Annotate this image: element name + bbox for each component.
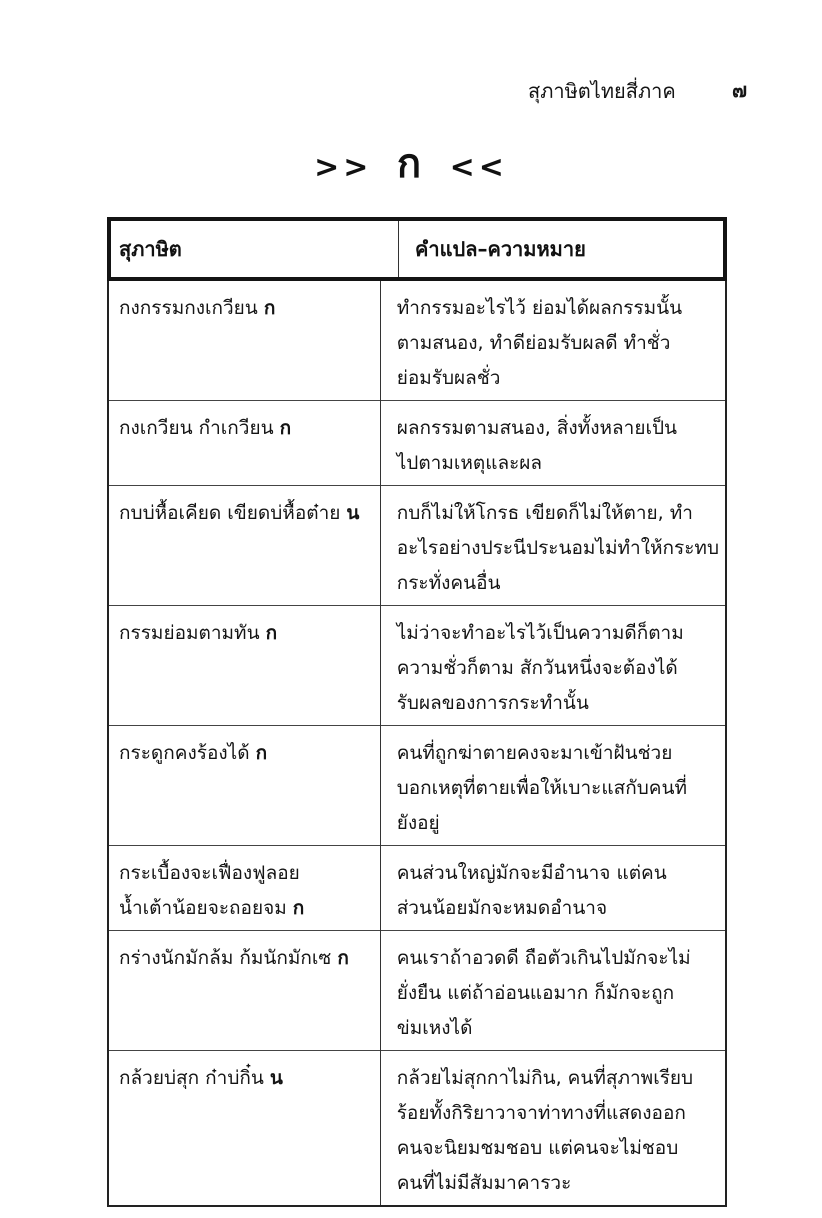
meaning-line: ส่วนน้อยมักจะหมดอำนาจ — [396, 897, 608, 919]
proverb-line — [119, 891, 372, 926]
running-header — [528, 76, 758, 106]
proverb-cell — [108, 931, 380, 1051]
proverb-text: กงกรรมกงเกวียน — [119, 297, 258, 319]
proverb-line — [119, 411, 372, 446]
table-row — [108, 606, 726, 726]
meaning-cell — [380, 486, 726, 606]
proverb-cell — [108, 726, 380, 846]
region-mark: น — [269, 1067, 283, 1089]
meaning-line: ตามสนอง, ทำดีย่อมรับผลดี ทำชั่ว — [396, 332, 671, 354]
meaning-line: ย่อมรับผลชั่ว — [396, 367, 501, 389]
table-row — [108, 726, 726, 846]
heading-letter: ก — [396, 141, 426, 187]
meaning-cell — [380, 846, 726, 931]
table-row — [108, 846, 726, 931]
meaning-line: ไปตามเหตุและผล — [396, 452, 543, 474]
header-proverb: สุภาษิต — [111, 221, 399, 277]
proverb-text: กรรมย่อมตามทัน — [119, 622, 260, 644]
meaning-cell — [380, 931, 726, 1051]
meaning-line: บอกเหตุที่ตายเพื่อให้เบาะแสกับคนที่ — [396, 777, 687, 799]
meaning-cell — [380, 281, 726, 401]
proverb-line — [119, 291, 372, 326]
meaning-line: คนที่ถูกฆ่าตายคงจะมาเข้าฝันช่วย — [396, 742, 673, 764]
meaning-line: ผลกรรมตามสนอง, สิ่งทั้งหลายเป็น — [396, 417, 677, 439]
region-mark: ก — [265, 622, 278, 644]
header-meaning: คำแปล–ความหมาย — [415, 237, 586, 261]
table-row — [108, 401, 726, 486]
meaning-cell — [380, 726, 726, 846]
table-row — [108, 931, 726, 1051]
proverb-text: น้ำเต้าน้อยจะถอยจม — [119, 897, 287, 919]
proverb-table-body — [108, 281, 726, 1206]
proverb-cell — [108, 606, 380, 726]
region-mark: ก — [292, 897, 305, 919]
proverb-line — [119, 856, 372, 891]
meaning-line: คนที่ไม่มีสัมมาคารวะ — [396, 1172, 572, 1194]
meaning-line: กบก็ไม่ให้โกรธ เขียดก็ไม่ให้ตาย, ทำ — [396, 502, 693, 524]
proverb-text: กระดูกคงร้องได้ — [119, 742, 250, 764]
meaning-cell — [380, 606, 726, 726]
proverb-text: กระเบื้องจะเฟื่องฟูลอย — [119, 862, 300, 884]
region-mark: ก — [263, 297, 276, 319]
table-header — [107, 217, 727, 281]
table-row — [108, 486, 726, 606]
heading-prefix: >> — [314, 150, 373, 185]
meaning-cell — [380, 401, 726, 486]
meaning-line: ร้อยทั้งกิริยาวาจาท่าทางที่แสดงออก — [396, 1102, 686, 1124]
proverb-table — [107, 281, 727, 1207]
proverb-line — [119, 736, 372, 771]
section-heading — [0, 142, 822, 190]
book-title: สุภาษิตไทยสี่ภาค — [528, 79, 676, 103]
meaning-line: คนเราถ้าอวดดี ถือตัวเกินไปมักจะไม่ — [396, 947, 691, 969]
meaning-line: กระทั่งคนอื่น — [396, 572, 501, 594]
meaning-line: คนจะนิยมชมชอบ แต่คนจะไม่ชอบ — [396, 1137, 679, 1159]
meaning-line: ยังอยู่ — [396, 812, 440, 834]
proverb-cell — [108, 281, 380, 401]
meaning-cell — [380, 1051, 726, 1207]
region-mark: ก — [337, 947, 349, 969]
region-mark: ก — [255, 742, 268, 764]
region-mark: น — [346, 502, 360, 524]
table-row — [108, 281, 726, 401]
page-number: ๗ — [732, 78, 748, 102]
table-row — [108, 1051, 726, 1207]
meaning-line: ข่มเหงได้ — [396, 1017, 473, 1039]
proverb-cell — [108, 486, 380, 606]
proverb-cell — [108, 1051, 380, 1207]
proverb-cell — [108, 846, 380, 931]
meaning-line: กล้วยไม่สุกกาไม่กิน, คนที่สุภาพเรียบ — [396, 1067, 694, 1089]
proverb-line — [119, 941, 372, 976]
meaning-line: คนส่วนใหญ่มักจะมีอำนาจ แต่คน — [396, 862, 667, 884]
proverb-text: กบบ่หื้อเคียด เขียดบ่หื้อต๋าย — [119, 502, 341, 524]
proverb-text: กงเกวียน กำเกวียน — [119, 417, 274, 439]
proverb-line — [119, 616, 372, 651]
meaning-line: ไม่ว่าจะทำอะไรไว้เป็นความดีก็ตาม — [396, 622, 684, 644]
proverb-line — [119, 496, 372, 531]
meaning-line: ยั่งยืน แต่ถ้าอ่อนแอมาก ก็มักจะถูก — [396, 982, 675, 1004]
meaning-line: ความชั่วก็ตาม สักวันหนึ่งจะต้องได้ — [396, 657, 678, 679]
proverb-text: กล้วยบ่สุก ก๋าบ่กิ๋น — [119, 1067, 264, 1089]
proverb-line — [119, 1061, 372, 1096]
proverb-cell — [108, 401, 380, 486]
region-mark: ก — [279, 417, 292, 439]
proverb-text: กร่างนักมักล้ม ก้มนักมักเซ — [119, 947, 332, 969]
meaning-line: อะไรอย่างประนีประนอมไม่ทำให้กระทบ — [396, 537, 719, 559]
meaning-line: ทำกรรมอะไรไว้ ย่อมได้ผลกรรมนั้น — [396, 297, 683, 319]
heading-suffix: << — [449, 150, 508, 185]
meaning-line: รับผลของการกระทำนั้น — [396, 692, 589, 714]
